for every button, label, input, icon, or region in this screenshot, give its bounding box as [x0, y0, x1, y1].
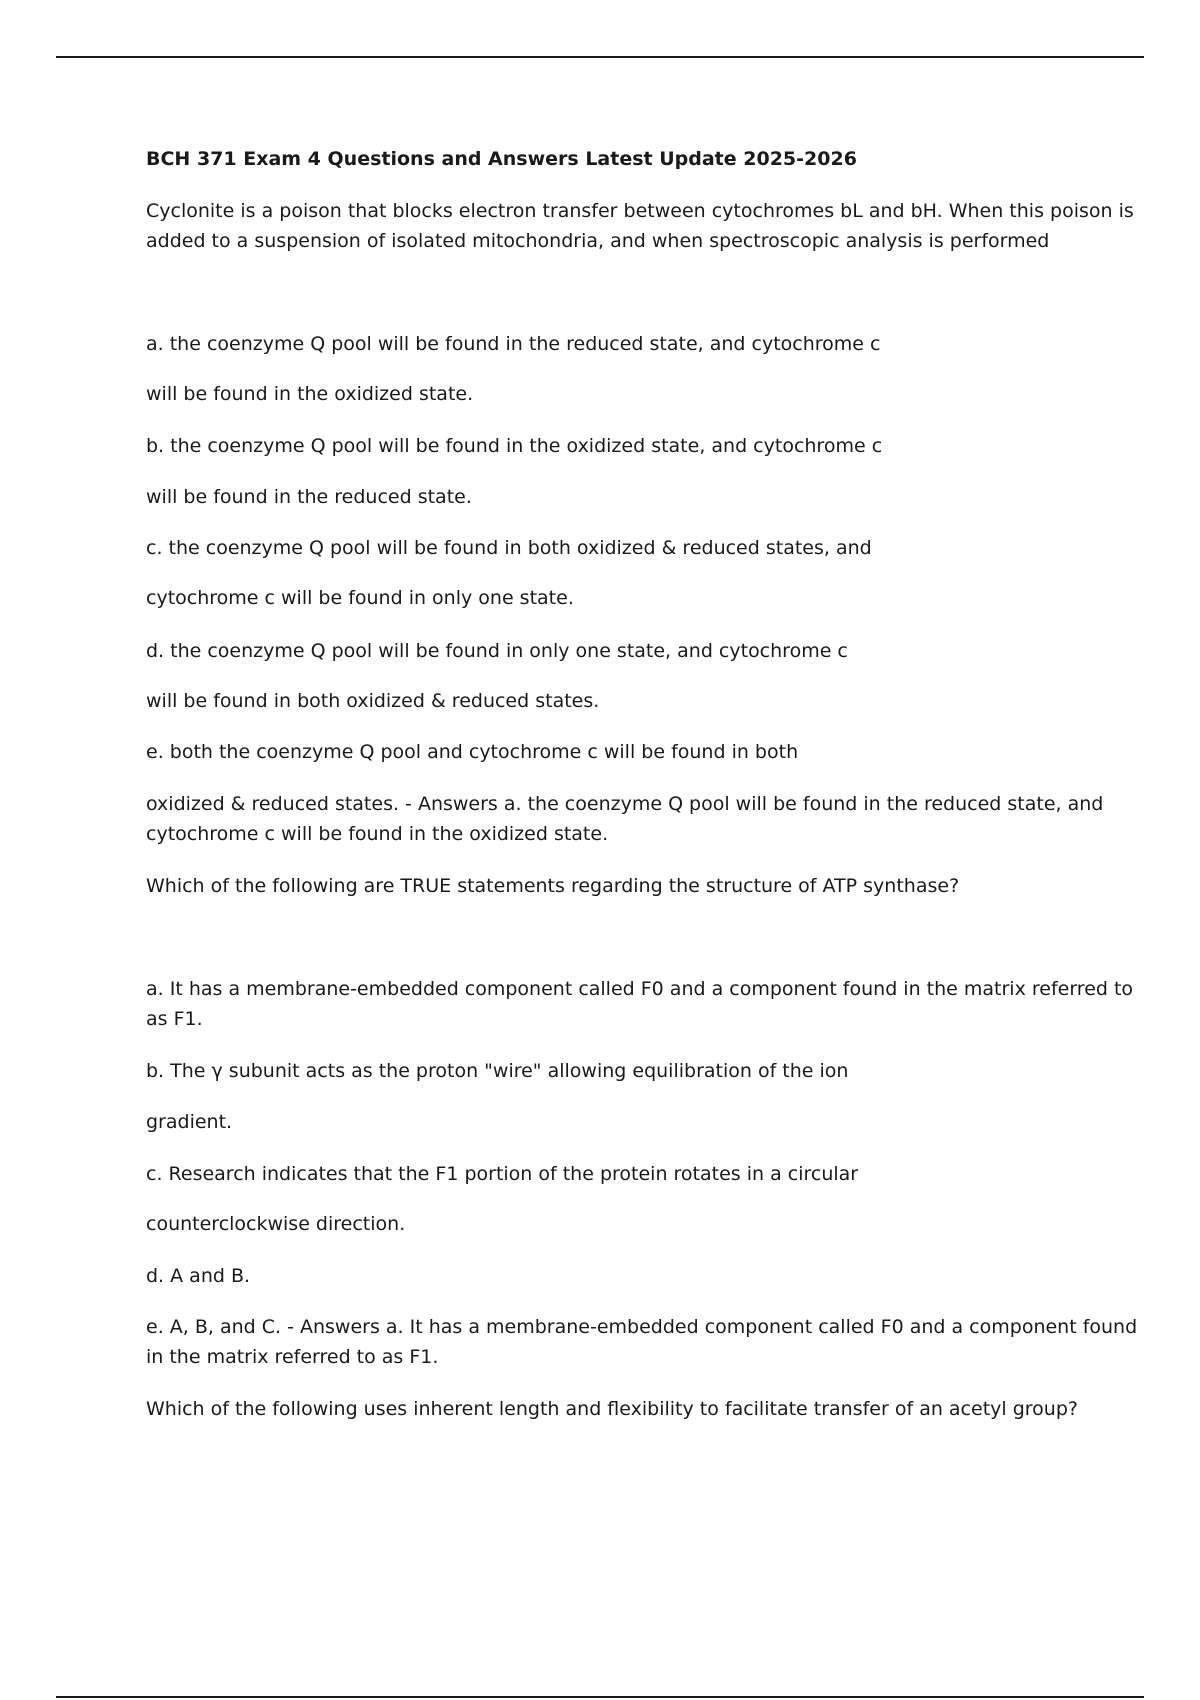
document-title: BCH 371 Exam 4 Questions and Answers Latest Update 2025-2026 — [146, 148, 857, 170]
option-2c-line-2: counterclockwise direction. — [146, 1213, 406, 1235]
question-3-line-1: Which of the following uses inherent length and flexibility to facilitate transfer of an acetyl group? — [146, 1398, 1078, 1420]
option-d-line-2: will be found in both oxidized & reduced states. — [146, 690, 600, 712]
option-2d-line-1: d. A and B. — [146, 1265, 251, 1287]
option-c-line-2: cytochrome c will be found in only one state. — [146, 587, 574, 609]
question-1-line-1: Cyclonite is a poison that blocks electron transfer between cytochromes bL and bH. When this poison is — [146, 200, 1134, 222]
question-2-line-1: Which of the following are TRUE statements regarding the structure of ATP synthase? — [146, 875, 960, 897]
option-a-line-2: will be found in the oxidized state. — [146, 383, 474, 405]
option-2a-line-2: as F1. — [146, 1008, 203, 1030]
option-b-line-1: b. the coenzyme Q pool will be found in the oxidized state, and cytochrome c — [146, 435, 883, 457]
option-b-line-2: will be found in the reduced state. — [146, 486, 472, 508]
question-1-line-2: added to a suspension of isolated mitochondria, and when spectroscopic analysis is performed — [146, 230, 1050, 252]
option-a-line-1: a. the coenzyme Q pool will be found in the reduced state, and cytochrome c — [146, 333, 881, 355]
answer-1-line-2: cytochrome c will be found in the oxidized state. — [146, 823, 609, 845]
option-2c-line-1: c. Research indicates that the F1 portion of the protein rotates in a circular — [146, 1163, 859, 1185]
option-e-line-1: e. both the coenzyme Q pool and cytochrome c will be found in both — [146, 741, 799, 763]
option-d-line-1: d. the coenzyme Q pool will be found in only one state, and cytochrome c — [146, 640, 848, 662]
option-2b-line-2: gradient. — [146, 1111, 233, 1133]
footer-rule — [56, 1696, 1144, 1698]
header-rule — [56, 56, 1144, 58]
answer-1-line-1: oxidized & reduced states. - Answers a. the coenzyme Q pool will be found in the reduced state, and — [146, 793, 1104, 815]
answer-2-line-1: e. A, B, and C. - Answers a. It has a membrane-embedded component called F0 and a component found — [146, 1316, 1138, 1338]
option-c-line-1: c. the coenzyme Q pool will be found in both oxidized & reduced states, and — [146, 537, 872, 559]
option-2a-line-1: a. It has a membrane-embedded component called F0 and a component found in the matrix referred to — [146, 978, 1134, 1000]
option-2b-line-1: b. The γ subunit acts as the proton "wire" allowing equilibration of the ion — [146, 1060, 849, 1082]
answer-2-line-2: in the matrix referred to as F1. — [146, 1346, 439, 1368]
